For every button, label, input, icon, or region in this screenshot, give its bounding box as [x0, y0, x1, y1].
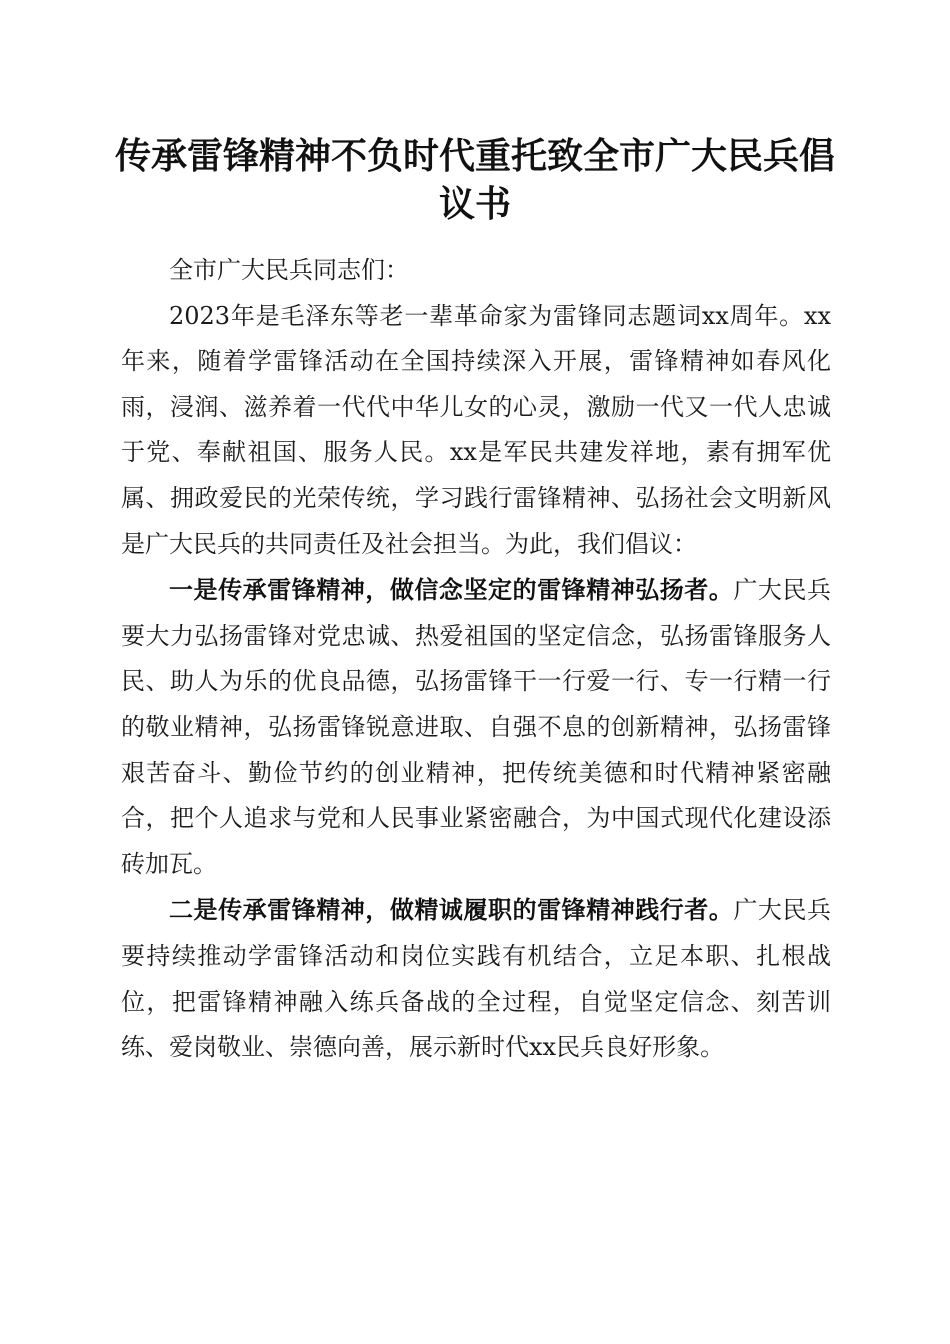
paragraph-point-two — [121, 887, 831, 1070]
salutation: 全市广大民兵同志们： — [169, 256, 409, 284]
paragraph-point-one — [121, 567, 831, 887]
document-title: 传承雷锋精神不负时代重托致全市广大民兵倡议书 — [114, 135, 835, 225]
point-two-heading: 二是传承雷锋精神，做精诚履职的雷锋精神践行者。 — [169, 895, 734, 925]
point-two-text: 广大民兵要持续推动学雷锋活动和岗位实践有机结合，立足本职、扎根战位，把雷锋精神融入练兵备战的全过程，自觉坚定信念、刻苦训练、爱岗敬业、崇德向善，展示新时代xx民兵良好形象。 — [121, 896, 832, 1062]
point-one-text: 广大民兵要大力弘扬雷锋对党忠诚、热爱祖国的坚定信念，弘扬雷锋服务人民、助人为乐的优良品德，弘扬雷锋干一行爱一行、专一行精一行的敬业精神，弘扬雷锋锐意进取、自强不息的创新精神，弘扬雷锋艰苦奋斗、勤俭节约的创业精神，把传统美德和时代精神紧密融合，把个人追求与党和人民事业紧密融合，为中国式现代化建设添砖加瓦。 — [121, 576, 832, 878]
document-body — [121, 248, 831, 1071]
paragraph-intro — [121, 294, 831, 568]
paragraph-intro-text: 2023年是毛泽东等老一辈革命家为雷锋同志题词xx周年。xx年来，随着学雷锋活动在全国持续深入开展，雷锋精神如春风化雨，浸润、滋养着一代代中华儿女的心灵，激励一代又一代人忠诚于党、奉献祖国、服务人民。xx是军民共建发祥地，素有拥军优属、拥政爱民的光荣传统，学习践行雷锋精神、弘扬社会文明新风是广大民兵的共同责任及社会担当。为此，我们倡议： — [121, 301, 831, 558]
point-one-heading: 一是传承雷锋精神，做信念坚定的雷锋精神弘扬者。 — [169, 575, 734, 605]
